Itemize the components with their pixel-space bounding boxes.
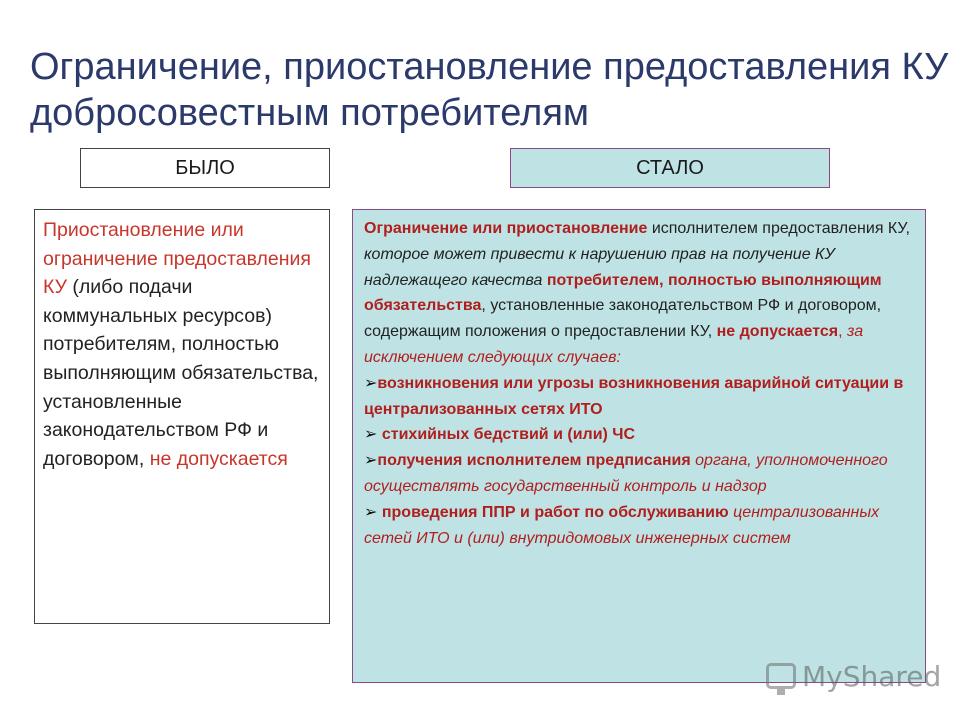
now-text-3: , установленные законодательством РФ и договором, содержащим положения о предоставлении КУ, <box>364 297 882 341</box>
was-body: (либо подачи коммунальных ресурсов) потребителям, полностью выполняющим обязательства, установленные законодательством РФ и договором, <box>43 276 319 470</box>
bullet-4 <box>364 500 915 552</box>
now-label: СТАЛО <box>510 148 830 188</box>
now-comma: , <box>838 323 843 341</box>
was-red-intro: Приостановление или ограничение предоставления КУ <box>43 219 311 299</box>
bullet-2 <box>364 422 915 448</box>
arrow-icon: ➢ <box>364 374 378 392</box>
was-box <box>34 209 330 624</box>
now-exceptions: за исключением следующих случаев: <box>364 323 864 366</box>
bullet-3 <box>364 448 915 500</box>
now-intro-paragraph <box>364 216 915 371</box>
bullet-3-italic: органа, уполномоченного осуществлять государственный контроль и надзор <box>364 452 888 495</box>
was-red-end: не допускается <box>149 447 288 470</box>
watermark <box>766 656 941 696</box>
slide-title: Ограничение, приостановление предоставления КУ добросовестным потребителям <box>30 46 949 134</box>
monitor-icon <box>766 663 796 689</box>
now-consumer: потребителем, полностью выполняющим обязательства <box>364 271 882 315</box>
bullet-1 <box>364 371 915 423</box>
bullet-4-italic: централизованных сетей ИТО и (или) внутридомовых инженерных систем <box>364 503 880 547</box>
arrow-icon: ➢ <box>364 503 382 521</box>
bullet-3-bold: получения исполнителем предписания <box>377 452 691 470</box>
now-lead: Ограничение или приостановление <box>364 220 648 237</box>
arrow-icon: ➢ <box>364 426 378 444</box>
arrow-icon: ➢ <box>364 452 378 470</box>
bullet-2-bold: стихийных бедствий и (или) ЧС <box>381 426 636 444</box>
bullet-1-bold: возникновения или угрозы возникновения аварийной ситуации в централизованных сетях ИТО <box>364 374 904 418</box>
was-label: БЫЛО <box>80 148 330 188</box>
now-text-2: которое может привести к нарушению прав на получение КУ надлежащего качества <box>364 245 835 289</box>
bullet-4-bold: проведения ППР и работ по обслуживанию <box>381 503 729 521</box>
now-text-1: исполнителем предоставления КУ, <box>651 220 910 237</box>
now-not-allowed: не допускается <box>716 323 839 341</box>
now-box <box>352 209 926 683</box>
watermark-text: MyShared <box>802 659 942 693</box>
